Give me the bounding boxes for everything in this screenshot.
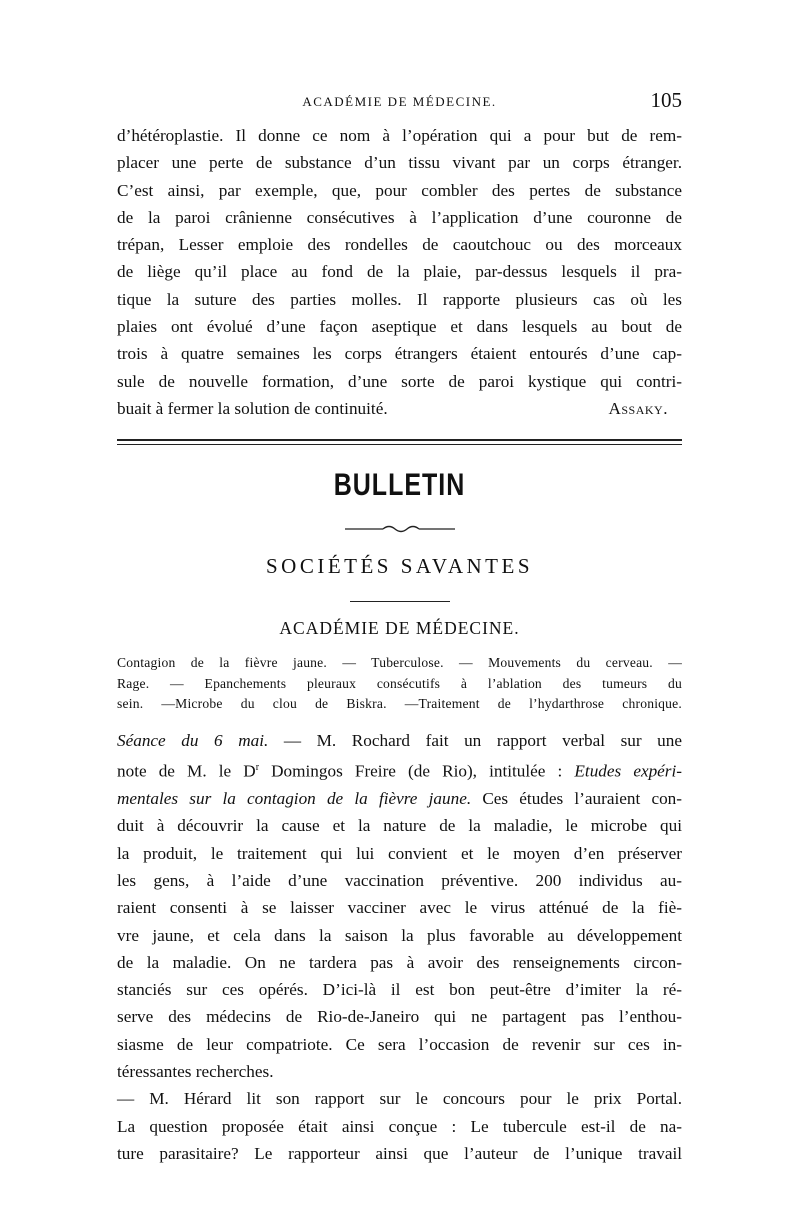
text-line: — M. Hérard lit son rapport sur le concours pour le prix Portal. — [117, 1089, 682, 1109]
text-line: serve des médecins de Rio-de-Janeiro qui ne partagent pas l’enthou- — [117, 1007, 682, 1027]
superscript: r — [255, 762, 260, 774]
text-line: La question proposée était ainsi conçue : Le tubercule est-il de na- — [117, 1116, 682, 1136]
text-segment: Domingos Freire (de Rio), intitulée : — [259, 761, 575, 781]
academy-title: ACADÉMIE DE MÉDECINE. — [279, 618, 520, 639]
text-line: de liège qu’il place au fond de la plaie, par-dessus lesquels il pra- — [117, 262, 682, 282]
session-summary — [117, 653, 682, 715]
running-head — [117, 88, 682, 122]
running-head-title: ACADÉMIE DE MÉDECINE. — [302, 94, 497, 109]
text-line: siasme de leur compatriote. Ce sera l’occasion de revenir sur ces in- — [117, 1034, 682, 1054]
intro-paragraph — [117, 122, 682, 422]
text-line — [117, 727, 682, 754]
text-line: les gens, à l’aide d’une vaccination préventive. 200 individus au- — [117, 870, 682, 890]
page — [117, 88, 682, 1167]
text-line: la produit, le traitement qui lui convient et le moyen d’en préserver — [117, 843, 682, 863]
signature-line — [117, 395, 682, 422]
text-segment: Ces études l’auraient con- — [471, 789, 682, 809]
text-line: vre jaune, et cela dans la saison la plus favorable au développement — [117, 925, 682, 945]
text-line: sule de nouvelle formation, d’une sorte de paroi kystique qui contri- — [117, 371, 682, 391]
page-number: 105 — [650, 88, 682, 112]
text-line: placer une perte de substance d’un tissu vivant par un corps étranger. — [117, 153, 682, 173]
text-line: de la maladie. On ne tardera pas à avoir des renseignements circon- — [117, 952, 682, 972]
text-line — [117, 754, 682, 785]
text-line: plaies ont évolué d’une façon aseptique et dans lesquels au bout de — [117, 317, 682, 337]
text-line — [117, 785, 682, 812]
text-line: téressantes recherches. — [117, 1062, 274, 1082]
text-line: trois à quatre semaines les corps étrangers étaient entourés d’une cap- — [117, 344, 682, 364]
text-line: stanciés sur ces opérés. D’ici-là il est bon peut-être d’imiter la ré- — [117, 980, 682, 1000]
text-line: ture parasitaire? Le rapporteur ainsi que l’auteur de l’unique travail — [117, 1143, 682, 1163]
text-line: raient consenti à se laisser vacciner avec le virus atténué de la fiè- — [117, 898, 682, 918]
italic-title: Etudes expéri- — [574, 761, 682, 781]
ornament-divider — [117, 522, 682, 536]
text-line: buait à fermer la solution de continuité. — [117, 398, 388, 418]
bulletin-title: BULLETIN — [333, 467, 466, 503]
text-line: C’est ainsi, par exemple, que, pour combler des pertes de substance — [117, 180, 682, 200]
summary-line: Rage. — Epanchements pleuraux consécutifs à l’ablation des tumeurs du — [117, 675, 682, 691]
author-signature: Assaky. — [608, 398, 668, 418]
ornament-icon — [345, 522, 455, 536]
section-title: SOCIÉTÉS SAVANTES — [265, 554, 534, 579]
text-segment: note de M. le D — [117, 761, 256, 781]
section-divider — [117, 439, 682, 441]
summary-line: sein. —Microbe du clou de Biskra. —Traitement de l’hydarthrose chronique. — [117, 696, 682, 712]
text-segment: — M. Rochard fait un rapport verbal sur une — [268, 730, 683, 750]
seance-paragraph — [117, 727, 682, 1167]
short-divider — [350, 601, 450, 602]
seance-date: Séance du 6 mai. — [117, 730, 269, 750]
text-line: de la paroi crânienne consécutives à l’application d’une couronne de — [117, 207, 682, 227]
text-line: duit à découvrir la cause et la nature de la maladie, le microbe qui — [117, 816, 682, 836]
text-line: d’hétéroplastie. Il donne ce nom à l’opération qui a pour but de rem- — [117, 126, 682, 145]
text-line: trépan, Lesser emploie des rondelles de caoutchouc ou des morceaux — [117, 235, 682, 255]
summary-line: Contagion de la fièvre jaune. — Tuberculose. — Mouvements du cerveau. — — [117, 655, 682, 671]
text-line: tique la suture des parties molles. Il rapporte plusieurs cas où les — [117, 289, 682, 309]
italic-title: mentales sur la contagion de la fièvre jaune. — [117, 789, 472, 809]
